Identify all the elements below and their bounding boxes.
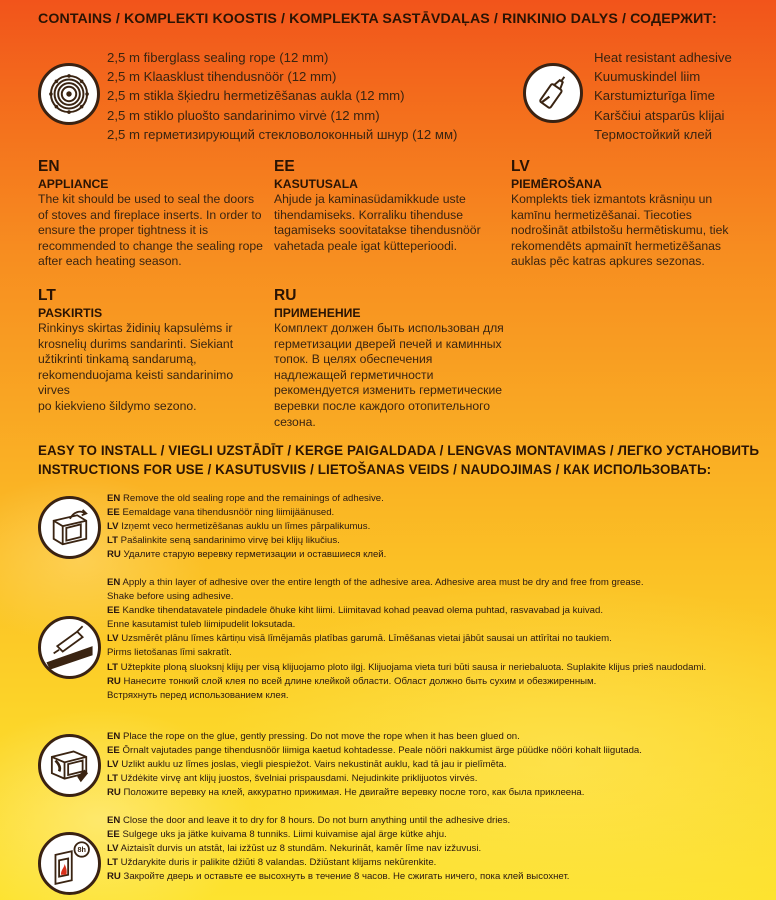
step-line: [107, 618, 706, 632]
step-line: [107, 520, 386, 534]
section-title: APPLIANCE: [38, 177, 109, 191]
appliance-lt: [38, 287, 268, 415]
adhesive-item: Karstumizturīga līme: [594, 88, 715, 104]
step-line-text: Close the door and leave it to dry for 8 hours. Do not burn anything until the adhesive dries.: [120, 815, 511, 826]
body-line: after each heating season.: [38, 254, 182, 269]
rope-item: 2,5 m герметизирующий стекловолоконный шнур (12 мм): [107, 126, 458, 142]
rope-items-list: [107, 48, 457, 144]
step-line-text: Ōrnalt vajutades pange tihendusnöör liimiga kaetud kohtadesse. Peale nööri nakkumist ärge püüdke nööri kohalt liigutada.: [119, 745, 642, 757]
step-line-text: Remove the old sealing rope and the remainings of adhesive.: [120, 493, 384, 504]
adhesive-tube-icon: [523, 63, 583, 123]
step-line-text: Shake before using adhesive.: [107, 591, 234, 603]
step-line: [107, 814, 569, 828]
step-line: [107, 646, 706, 660]
step-line: [107, 758, 642, 772]
step-line: [107, 856, 569, 870]
step-line-text: Eemaldage vana tihendusnöör ning liimijäänused.: [119, 507, 335, 519]
sealing-rope-icon: [38, 63, 100, 125]
step-lang-code: RU: [107, 675, 121, 687]
body-line: tihendamiseks. Korraliku tihenduse: [274, 207, 464, 222]
adhesive-items-list: [594, 48, 732, 144]
body-line: kamīnu hermetizēšanai. Tiecoties: [511, 207, 692, 222]
lang-code: EN: [38, 158, 60, 175]
step-lang-code: LT: [107, 857, 119, 869]
body-line: rekomenduojama keisti sandarinimo virves: [38, 367, 234, 398]
step-line-text: Aiztaisīt durvis un atstāt, lai izžūst uz 8 stundām. Nekurināt, kamēr līme nav izžuvusi.: [118, 843, 482, 855]
instructions-header: INSTRUCTIONS FOR USE / KASUTUSVIIS / LIETOŠANAS VEIDS / NAUDOJIMAS / КАК ИСПОЛЬЗОВАТЬ:: [38, 462, 712, 477]
body-line: tagamiseks soovitatakse tihendusnöör: [274, 223, 481, 238]
step-line: [107, 730, 642, 744]
step-line: [107, 772, 642, 786]
step-line: [107, 786, 642, 800]
step-lang-code: LV: [107, 633, 119, 645]
hours-badge: 8h: [77, 845, 86, 855]
body-line: сезона.: [274, 414, 316, 429]
adhesive-item: Kuumuskindel liim: [594, 69, 701, 85]
step-line: [107, 548, 386, 562]
body-line: Komplekts tiek izmantots krāsniņu un: [511, 192, 713, 206]
step-lang-code: RU: [107, 549, 121, 561]
old-rope-removal-icon: [38, 496, 101, 559]
body-line: герметизации дверей печей и каминных: [274, 336, 502, 351]
step-lang-code: LT: [107, 773, 119, 785]
body-line: веревки после каждого отопительного: [274, 398, 491, 413]
body-line: nodrošināt atbilstošu hermētiskumu, tiek: [511, 223, 729, 238]
section-title: KASUTUSALA: [274, 177, 358, 191]
step-line-text: Закройте дверь и оставьте ее высохнуть в течение 8 часов. Не сжигать ничего, пока клей высохнет.: [120, 871, 570, 883]
step-line-text: Apply a thin layer of adhesive over the entire length of the adhesive area. Adhesive area must be dry and free from grease.: [120, 577, 644, 588]
close-door-8h-icon: [38, 832, 101, 895]
lang-code: RU: [274, 287, 297, 304]
body-line: vahetada peale igat kütteperioodi.: [274, 238, 457, 253]
body-line: ensure the proper tightness it is: [38, 223, 209, 238]
body-line: The kit should be used to seal the doors: [38, 192, 255, 206]
step-line: [107, 689, 706, 703]
adhesive-item: Термостойкий клей: [594, 126, 713, 142]
body-line: рекомендуется изменить герметические: [274, 383, 503, 398]
step-line: [107, 828, 569, 842]
step-4-text: [107, 814, 569, 884]
step-line-text: Kandke tihendatavatele pindadele õhuke kiht liimi. Liimitavad kohad peavad olema puhtad, rasvavabad ja kuivad.: [119, 605, 604, 617]
body-line: recommended to change the sealing rope: [38, 238, 263, 253]
step-line-text: Встряхнуть перед использованием клея.: [107, 689, 289, 701]
step-line-text: Place the rope on the glue, gently pressing. Do not move the rope when it has been glued on.: [120, 731, 520, 742]
contents-header: CONTAINS / KOMPLEKTI KOOSTIS / KOMPLEKTA SASTĀVDAĻAS / RINKINIO DALYS / СОДЕРЖИТ:: [38, 11, 717, 27]
step-line: [107, 534, 386, 548]
step-line: [107, 661, 706, 675]
step-line-text: Uzlikt auklu uz līmes joslas, viegli piespiežot. Vairs nekustināt auklu, kad tā jau ir pielīmēta.: [118, 759, 507, 771]
step-3-text: [107, 730, 642, 800]
body-line: топок. В целях обеспечения: [274, 352, 433, 367]
step-lang-code: EN: [107, 577, 121, 588]
adhesive-item: Karščiui atsparūs klijai: [594, 107, 725, 123]
step-line-text: Užtepkite ploną sluoksnį klijų per visą klijuojamo ploto ilgį. Klijuojama vieta turi būti sausa ir neriebaluota. Suplakite klijus prieš naudodami.: [118, 661, 707, 673]
step-line: [107, 590, 706, 604]
step-line: [107, 576, 706, 590]
body-line: po kiekvieno šildymo sezono.: [38, 398, 197, 413]
step-line-text: Pašalinkite seną sandarinimo virvę bei klijų likučius.: [118, 535, 340, 547]
body-line: Комплект должен быть использован для: [274, 321, 504, 335]
appliance-ru: [274, 287, 514, 430]
step-line-text: Удалите старую веревку герметизации и оставшиеся клей.: [120, 549, 387, 561]
step-line-text: Нанесите тонкий слой клея по всей длине клейкой области. Област должно быть сухим и обезжиренным.: [120, 675, 597, 687]
step-lang-code: LV: [107, 843, 119, 855]
step-line-text: Uždėkite virvę ant klijų juostos, švelniai prispausdami. Nejudinkite priklijuotos virvės.: [118, 773, 478, 785]
appliance-lv: [511, 158, 761, 270]
step-line-text: Enne kasutamist tuleb liimipudelit loksutada.: [107, 619, 296, 631]
step-line: [107, 492, 386, 506]
body-line: auklas pēc katras apkures sezonas.: [511, 254, 705, 269]
step-line-text: Uždarykite duris ir palikite džiūti 8 valandas. Džiūstant klijams nekūrenkite.: [118, 857, 437, 869]
step-line: [107, 842, 569, 856]
step-lang-code: LT: [107, 661, 119, 673]
section-title: ПРИМЕНЕНИЕ: [274, 306, 361, 320]
step-lang-code: EE: [107, 745, 120, 757]
step-lang-code: LV: [107, 759, 119, 771]
appliance-en: [38, 158, 268, 270]
step-line: [107, 632, 706, 646]
step-lang-code: LT: [107, 535, 119, 547]
step-lang-code: EE: [107, 507, 120, 519]
appliance-ee: [274, 158, 504, 254]
step-line: [107, 506, 386, 520]
install-header: EASY TO INSTALL / VIEGLI UZSTĀDĪT / KERGE PAIGALDADA / LENGVAS MONTAVIMAS / ЛЕГКО УСТАНОВИТЬ: [38, 443, 760, 458]
section-title: PIEMĒROŠANA: [511, 177, 602, 191]
step-line: [107, 744, 642, 758]
body-line: rekomendēts apmainīt hermetizēšanas: [511, 238, 722, 253]
lang-code: EE: [274, 158, 295, 175]
rope-item: 2,5 m stiklo pluošto sandarinimo virvė (12 mm): [107, 107, 380, 123]
lang-code: LV: [511, 158, 530, 175]
body-line: Rinkinys skirtas židinių kapsulėms ir: [38, 321, 233, 335]
section-title: PASKIRTIS: [38, 306, 103, 320]
step-line: [107, 675, 706, 689]
step-lang-code: EE: [107, 829, 120, 841]
step-line-text: Izņemt veco hermetizēšanas auklu un līmes pārpalikumus.: [118, 521, 371, 533]
step-line: [107, 604, 706, 618]
rope-item: 2,5 m Klaasklust tihendusnöör (12 mm): [107, 69, 337, 85]
step-line-text: Sulgege uks ja jätke kuivama 8 tunniks. Liimi kuivamise ajal ärge kütke ahju.: [119, 829, 447, 841]
place-rope-icon: [38, 734, 101, 797]
apply-adhesive-icon: [38, 616, 101, 679]
step-lang-code: LV: [107, 521, 119, 533]
body-line: of stoves and fireplace inserts. In order to: [38, 207, 262, 222]
body-line: надлежащей герметичности: [274, 367, 434, 382]
adhesive-item: Heat resistant adhesive: [594, 50, 732, 65]
step-lang-code: EN: [107, 731, 121, 742]
step-lang-code: EN: [107, 815, 121, 826]
step-lang-code: EE: [107, 605, 120, 617]
step-lang-code: RU: [107, 787, 121, 799]
step-lang-code: EN: [107, 493, 121, 504]
body-line: krosnelių durims sandarinti. Siekiant: [38, 336, 234, 351]
body-line: užtikrinti tinkamą sandarumą,: [38, 352, 197, 367]
step-line-text: Положите веревку на клей, аккуратно прижимая. Не двигайте веревку после того, как была приклеена.: [120, 787, 585, 799]
rope-item: 2,5 m fiberglass sealing rope (12 mm): [107, 50, 329, 65]
rope-item: 2,5 m stikla šķiedru hermetizēšanas aukla (12 mm): [107, 88, 405, 104]
body-line: Ahjude ja kaminasüdamikkude uste: [274, 192, 466, 206]
step-line-text: Uzsmērēt plānu līmes kārtiņu visā līmējamās platības garumā. Līmēšanas vietai jābūt sausai un attīrītai no taukiem.: [118, 633, 612, 645]
step-1-text: [107, 492, 386, 562]
lang-code: LT: [38, 287, 56, 304]
step-line: [107, 870, 569, 884]
step-2-text: [107, 576, 706, 703]
step-lang-code: RU: [107, 871, 121, 883]
step-line-text: Pirms lietošanas līmi sakratīt.: [107, 647, 232, 659]
